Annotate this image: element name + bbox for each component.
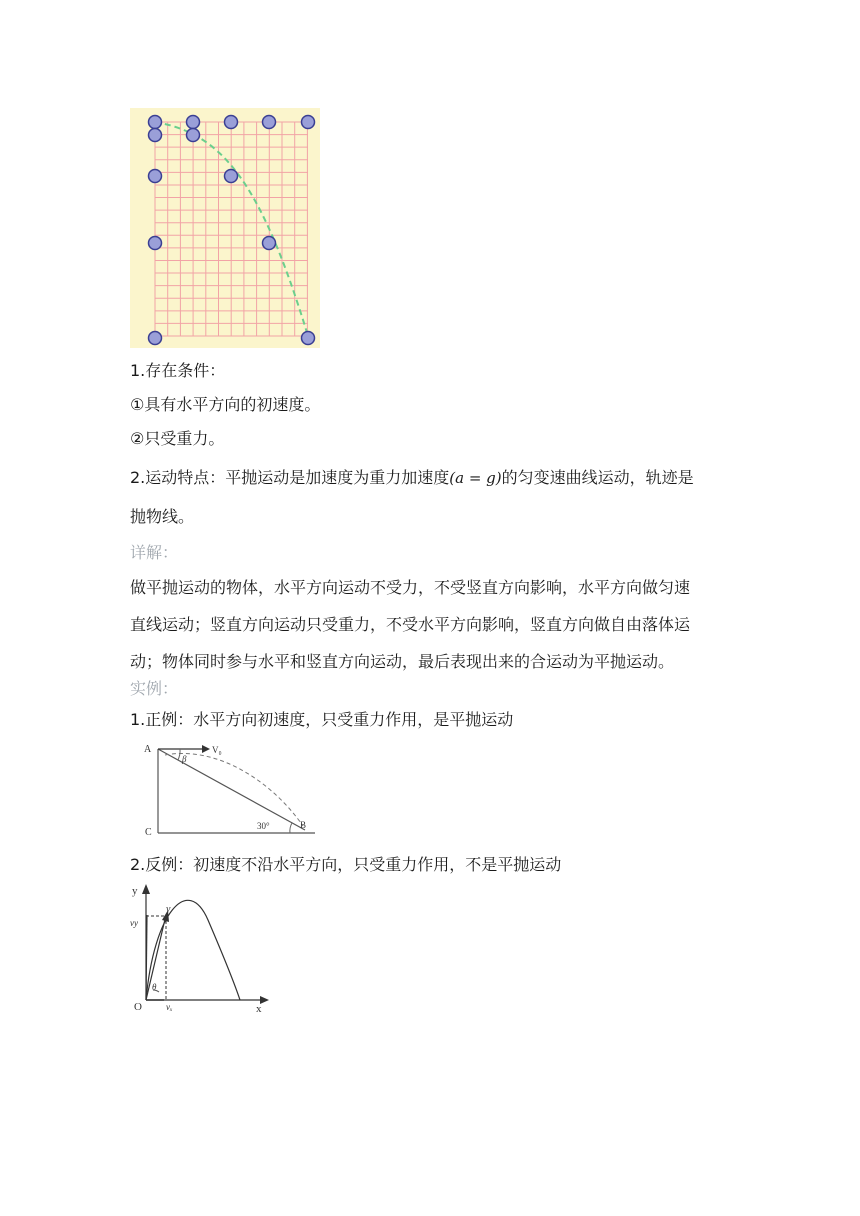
feature-line-1 bbox=[130, 468, 694, 488]
label-a: A bbox=[144, 744, 152, 755]
label-vx: vₓ bbox=[166, 1002, 173, 1012]
ball bbox=[302, 332, 315, 345]
ball bbox=[149, 237, 162, 250]
example-heading: 实例： bbox=[130, 679, 179, 698]
ball bbox=[225, 116, 238, 129]
ball bbox=[263, 237, 276, 250]
label-vy: vy bbox=[130, 918, 138, 928]
ball bbox=[149, 170, 162, 183]
ball bbox=[225, 170, 238, 183]
feature-line-2: 抛物线。 bbox=[130, 507, 195, 526]
example-positive: 1.正例：水平方向初速度，只受重力作用，是平抛运动 bbox=[130, 710, 514, 729]
condition-title: 1.存在条件： bbox=[130, 361, 226, 380]
formula-a-equals-g: (a = g) bbox=[449, 469, 502, 487]
projectile-grid-figure bbox=[130, 108, 320, 348]
condition-item-1: ①具有水平方向的初速度。 bbox=[130, 395, 321, 414]
detail-line-3: 动；物体同时参与水平和竖直方向运动，最后表现出来的合运动为平抛运动。 bbox=[130, 652, 675, 671]
label-angle: 30° bbox=[257, 821, 270, 831]
label-b: B bbox=[300, 820, 307, 830]
label-c: C bbox=[145, 827, 152, 838]
label-y: y bbox=[132, 885, 138, 897]
feature-text-post: 的匀变速曲线运动，轨迹是 bbox=[501, 468, 694, 487]
label-theta: θ bbox=[152, 982, 157, 992]
ball bbox=[187, 116, 200, 129]
label-x: x bbox=[256, 1003, 262, 1014]
ball bbox=[187, 129, 200, 142]
ball bbox=[149, 332, 162, 345]
label-v0: V₀ bbox=[212, 745, 222, 755]
label-v: v bbox=[166, 904, 171, 915]
example-negative: 2.反例：初速度不沿水平方向，只受重力作用，不是平抛运动 bbox=[130, 855, 562, 874]
ball bbox=[263, 116, 276, 129]
label-o: O bbox=[134, 1001, 142, 1013]
label-beta: β bbox=[182, 754, 187, 764]
feature-text-pre: 2.运动特点：平抛运动是加速度为重力加速度 bbox=[130, 468, 450, 487]
detail-heading: 详解： bbox=[130, 543, 179, 562]
incline-figure bbox=[140, 740, 320, 840]
ball bbox=[149, 116, 162, 129]
detail-line-1: 做平抛运动的物体，水平方向运动不受力，不受竖直方向影响，水平方向做匀速 bbox=[130, 578, 691, 597]
detail-line-2: 直线运动；竖直方向运动只受重力，不受水平方向影响，竖直方向做自由落体运 bbox=[130, 615, 691, 634]
oblique-projectile-figure bbox=[130, 882, 270, 1014]
condition-item-2: ②只受重力。 bbox=[130, 429, 225, 448]
ball bbox=[302, 116, 315, 129]
ball bbox=[149, 129, 162, 142]
